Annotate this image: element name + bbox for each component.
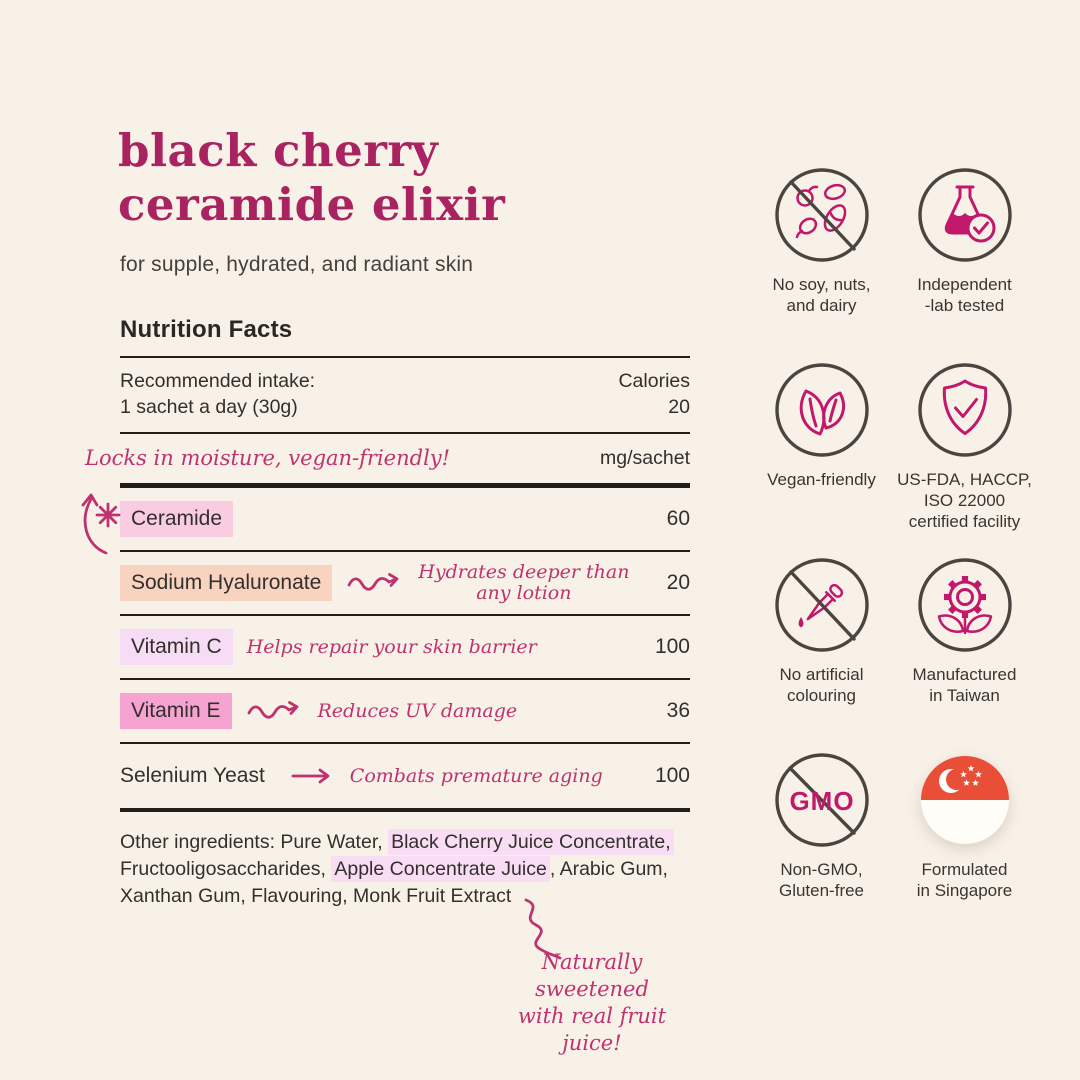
sweetener-note: Naturally sweetened with real fruit juice! xyxy=(517,950,667,1055)
badge-label: Formulated in Singapore xyxy=(916,860,1013,900)
nutrient-row-vitamin-c xyxy=(120,616,690,680)
flask-check-icon xyxy=(917,167,1013,263)
nutrition-facts-panel xyxy=(85,316,690,910)
title-line-2: ceramide elixir xyxy=(118,178,506,231)
page-title xyxy=(118,124,505,232)
nutrient-name: Selenium Yeast xyxy=(120,764,265,787)
calories-label: Calories xyxy=(618,370,690,392)
badge-label: Vegan-friendly xyxy=(767,470,876,489)
nuts-slash-icon xyxy=(774,167,870,263)
badge-non-gmo xyxy=(750,752,893,947)
squiggle-arrow-icon xyxy=(246,699,304,723)
nutrient-name: Ceramide xyxy=(120,501,233,537)
badge-formulated-in-singapore xyxy=(893,752,1036,947)
calories xyxy=(618,368,690,420)
nutrient-name: Vitamin C xyxy=(120,629,233,665)
highlighted-ingredient: Apple Concentrate Juice xyxy=(331,856,549,882)
title-line-1: black cherry xyxy=(118,124,439,177)
shield-check-icon xyxy=(917,362,1013,458)
certification-badges xyxy=(750,167,1036,947)
gmo-slash-icon xyxy=(774,752,870,848)
badge-label: US-FDA, HACCP, ISO 22000 certified facility xyxy=(897,470,1032,531)
dropper-slash-icon xyxy=(774,557,870,653)
nutrient-annotation: Reduces UV damage xyxy=(317,699,518,722)
intake-row xyxy=(120,358,690,432)
squiggle-arrow-icon xyxy=(346,571,404,595)
leaves-icon xyxy=(774,362,870,458)
unit-row xyxy=(85,434,690,483)
subtitle: for supple, hydrated, and radiant skin xyxy=(120,253,474,276)
nutrient-annotation: Combats premature aging xyxy=(349,764,603,787)
benefit-note: Locks in moisture, vegan-friendly! xyxy=(85,446,451,470)
straight-arrow-icon xyxy=(290,766,336,786)
nutrient-row-vitamin-e xyxy=(120,680,690,744)
unit-label: mg/sachet xyxy=(600,446,690,469)
divider-thick xyxy=(120,808,690,812)
svg-text:GMO: GMO xyxy=(788,786,855,816)
nutrient-value: 20 xyxy=(666,571,690,594)
nutrient-value: 100 xyxy=(654,764,690,787)
nutrient-value: 36 xyxy=(666,699,690,722)
nutrient-annotation: Helps repair your skin barrier xyxy=(246,635,537,658)
badge-label: No artificial colouring xyxy=(779,665,864,705)
badge-label: Non-GMO, Gluten-free xyxy=(778,860,865,900)
curved-arrow-asterisk-icon xyxy=(70,483,126,561)
nutrient-name: Vitamin E xyxy=(120,693,232,729)
badge-manufactured-in-taiwan xyxy=(893,557,1036,752)
nutrient-row-selenium-yeast xyxy=(120,744,690,808)
badge-no-artificial-colouring xyxy=(750,557,893,752)
recommended-intake: Recommended intake: 1 sachet a day (30g) xyxy=(120,370,316,418)
nutrient-name: Sodium Hyaluronate xyxy=(120,565,332,601)
badge-vegan-friendly xyxy=(750,362,893,557)
other-ingredients: Other ingredients: Pure Water, Black Cherry Juice Concentrate, Fructooligosaccharides, Apple Concentrate Juice , Arabic Gum, Xanthan Gum, Flavouring, Monk Fruit Extract xyxy=(120,829,690,910)
badge-label: Manufactured in Taiwan xyxy=(912,665,1017,705)
nutrient-annotation: Hydrates deeper than any lotion xyxy=(418,561,630,604)
nutrient-value: 100 xyxy=(654,635,690,658)
gear-plant-icon xyxy=(917,557,1013,653)
badge-no-soy-nuts-dairy xyxy=(750,167,893,362)
highlighted-ingredient: Black Cherry Juice Concentrate, xyxy=(388,829,674,855)
nutrient-row-sodium-hyaluronate xyxy=(120,552,690,616)
nutrient-value: 60 xyxy=(666,507,690,530)
badge-independent-lab-tested xyxy=(893,167,1036,362)
calories-value: 20 xyxy=(668,396,690,418)
badge-label: No soy, nuts, and dairy xyxy=(772,275,871,315)
nutrient-row-ceramide xyxy=(120,488,690,552)
badge-certified-facility xyxy=(893,362,1036,557)
badge-label: Independent -lab tested xyxy=(917,275,1012,315)
nutrition-facts-heading: Nutrition Facts xyxy=(120,316,293,343)
singapore-flag-icon xyxy=(917,752,1013,848)
